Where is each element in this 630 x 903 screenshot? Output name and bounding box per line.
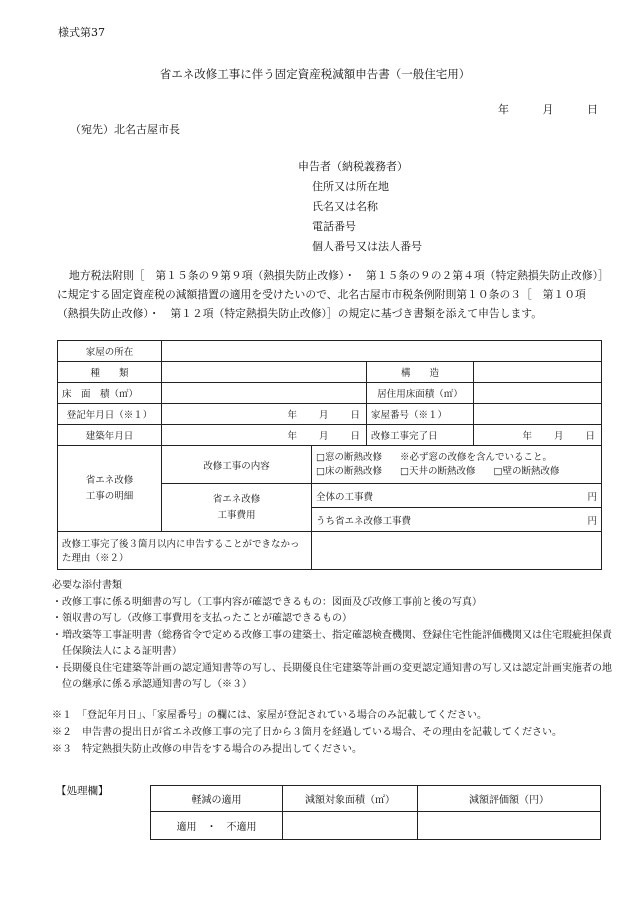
type-field[interactable] [162, 362, 367, 383]
energy-cost-row[interactable] [312, 508, 602, 532]
col-area: 減額対象面積（㎡） [283, 786, 418, 812]
built-day: 日 [350, 431, 360, 442]
checkbox-wall[interactable]: □壁の断熱改修 [493, 465, 560, 477]
date-year[interactable]: 年 [498, 103, 509, 116]
form-number: 様式第37 [58, 26, 105, 39]
energy-cost-label: うち省エネ改修工事費 [316, 515, 412, 527]
cost-label [162, 484, 312, 532]
residential-area-field[interactable] [474, 383, 602, 404]
late-reason-field[interactable] [312, 532, 602, 570]
work-content-label: 改修工事の内容 [162, 446, 312, 484]
checkbox-floor[interactable]: □床の断熱改修 [316, 465, 382, 477]
floor-area-label: 床 面 積（㎡） [58, 383, 162, 404]
attachments-heading: 必要な添付書類 [52, 580, 122, 591]
completion-date-label: 改修工事完了日 [367, 425, 474, 446]
declarant-heading: 申告者（納税義務者） [298, 160, 408, 173]
total-cost-row[interactable] [312, 484, 602, 508]
work-content-options [312, 446, 602, 484]
details-label-line1: 省エネ改修 [85, 474, 134, 486]
floor-area-field[interactable] [162, 383, 367, 404]
attachment-item: ・改修工事に係る明細書の写し（工事内容が確認できるもの：図面及び改修工事前と後の写真） [52, 596, 482, 608]
type-label: 種 類 [58, 362, 162, 383]
structure-label: 構 造 [367, 362, 474, 383]
window-note: ※必ず窓の改修を含んでいること。 [399, 451, 552, 463]
built-year: 年 [287, 431, 297, 442]
reg-month: 月 [318, 410, 329, 421]
late-reason-label: 改修工事完了後３箇月以内に申告することができなかった理由（※２） [58, 532, 312, 570]
energy-cost-yen: 円 [587, 515, 598, 527]
total-cost-label: 全体の工事費 [316, 491, 374, 503]
residential-area-label: 居住用床面積（㎡） [367, 383, 474, 404]
notes-section [52, 707, 612, 758]
details-label [58, 446, 162, 532]
checkbox-ceiling[interactable]: □天井の断熱改修 [399, 465, 476, 477]
declarant-id-field[interactable]: 個人番号又は法人番号 [312, 240, 422, 253]
form-title: 省エネ改修工事に伴う固定資産税減額申告書（一般住宅用） [159, 67, 471, 81]
checkbox-window[interactable]: □窓の断熱改修 [316, 451, 382, 463]
attachment-item: ・増改築等工事証明書（総務省令で定める改修工事の建築士、指定確認検査機関、登録住宅性能評価機関又は住宅瑕疵担保責任保険法人による証明書） [52, 629, 612, 657]
comp-year: 年 [522, 431, 532, 442]
declarant-block [298, 157, 422, 257]
note-3: ※３ 特定熱損失防止改修の申告をする場合のみ提出してください。 [52, 744, 362, 755]
declarant-name-field[interactable]: 氏名又は名称 [312, 200, 378, 213]
attachment-item: ・領収書の写し（改修工事費用を支払ったことが確認できるもの） [52, 613, 352, 624]
location-field[interactable] [162, 341, 602, 362]
reg-day: 日 [350, 410, 360, 421]
built-date-field[interactable] [162, 425, 367, 446]
applicable-choice[interactable]: 適用 ・ 不適用 [151, 812, 283, 840]
built-month: 月 [318, 431, 329, 442]
total-cost-yen: 円 [587, 491, 598, 503]
registration-date-label: 登記年月日（※１） [58, 404, 162, 425]
house-number-label: 家屋番号（※１） [367, 404, 474, 425]
note-1: ※１ 「登記年月日」、「家屋番号」の欄には、家屋が登記されている場合のみ記載してください。 [52, 710, 487, 721]
col-value: 減額評価額（円） [418, 786, 601, 812]
col-application: 軽減の適用 [151, 786, 283, 812]
reg-year: 年 [287, 410, 297, 421]
comp-day: 日 [585, 431, 596, 442]
comp-month: 月 [553, 431, 564, 442]
value-field[interactable] [418, 812, 601, 840]
declarant-phone-field[interactable]: 電話番号 [312, 220, 356, 233]
addressee: （宛先）北名古屋市長 [70, 123, 180, 136]
attachments-section [52, 578, 612, 694]
date-line [498, 101, 598, 117]
attachment-item: ・長期優良住宅建築等計画の認定通知書等の写し、長期優良住宅建築等計画の変更認定通知書の写し又は認定計画実施者の地位の継承に係る承認通知書の写し（※３） [52, 662, 612, 690]
details-label-line2: 工事の明細 [85, 490, 134, 502]
house-number-field[interactable] [474, 404, 602, 425]
cost-label-line1: 省エネ改修 [212, 493, 261, 505]
location-label: 家屋の所在 [58, 341, 162, 362]
registration-date-field[interactable] [162, 404, 367, 425]
structure-field[interactable] [474, 362, 602, 383]
processing-label: 【処理欄】 [56, 785, 109, 797]
area-field[interactable] [283, 812, 418, 840]
completion-date-field[interactable] [474, 425, 602, 446]
built-date-label: 建築年月日 [58, 425, 162, 446]
processing-table [150, 785, 601, 840]
cost-label-line2: 工事費用 [217, 509, 256, 521]
note-2: ※２ 申告書の提出日が省エネ改修工事の完了日から３箇月を経過している場合、その理由を記載してください。 [52, 727, 562, 738]
date-day[interactable]: 日 [587, 103, 598, 116]
declarant-address-field[interactable]: 住所又は所在地 [312, 180, 389, 193]
date-month[interactable]: 月 [542, 103, 554, 116]
declaration-text: 地方税法附則［ 第１５条の９第９項（熱損失防止改修）・ 第１５条の９の２第４項（特定熱損失防止改修）］に規定する固定資産税の減額措置の適用を受けたいので、北名古屋市市税条例附則第１０条の３［ 第１０項（熱損失防止改修）・ 第１２項（特定熱損失防止改修）］の規定に基づき書類を添えて申告します。 [57, 269, 604, 320]
property-table [57, 340, 602, 570]
